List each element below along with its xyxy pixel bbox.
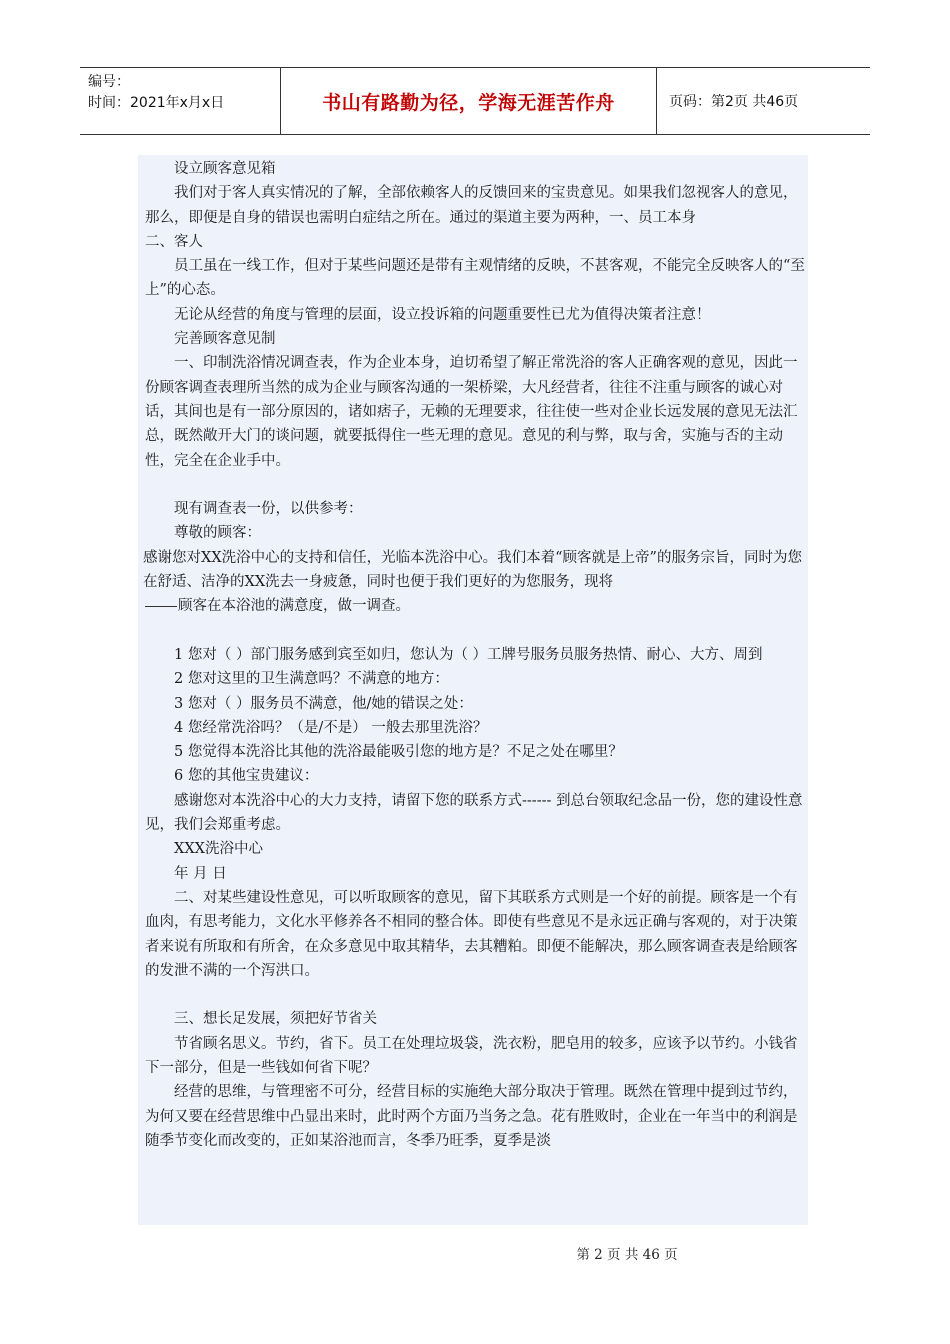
paragraph: 节省顾名思义。节约，省下。员工在处理垃圾袋，洗衣粉，肥皂用的较多，应该予以节约。小钱省下一部分，但是一些钱如何省下呢？ xyxy=(145,1035,798,1076)
blank-line xyxy=(145,983,805,1007)
paragraph: 经营的思维，与管理密不可分，经营目标的实施绝大部分取决于管理。既然在管理中提到过节约，为何又要在经营思维中凸显出来时，此时两个方面乃当务之急。花有胜败时，企业在一年当中的利润是随季节变化而改变的，正如某浴池而言，冬季乃旺季，夏季是淡 xyxy=(145,1084,798,1149)
page-footer xyxy=(0,1243,950,1263)
paragraph: 我们对于客人真实情况的了解，全部依赖客人的反馈回来的宝贵意见。如果我们忽视客人的意见，那么，即便是自身的错误也需明白症结之所在。通过的渠道主要为两种，一、员工本身 xyxy=(145,185,798,226)
paragraph: 二、对某些建设性意见，可以听取顾客的意见，留下其联系方式则是一个好的前提。顾客是一个有血肉，有思考能力，文化水平修养各不相同的整合体。即使有些意见不是永远正确与客观的，对于决策者来说有所取和有所舍，在众多意见中取其精华，去其糟粕。即便不能解决，那么顾客调查表是给顾客的发泄不满的一个泻洪口。 xyxy=(145,889,798,979)
survey-question: 2 您对这里的卫生满意吗？不满意的地方： xyxy=(174,671,449,688)
date-line: 年 月 日 xyxy=(174,865,227,882)
paragraph: 设立顾客意见箱 xyxy=(174,161,276,177)
paragraph: 感谢您对本洗浴中心的大力支持，请留下您的联系方式------ 到总台领取纪念品一份，您的建设性意见，我们会郑重考虑。 xyxy=(145,792,803,834)
underline-blank xyxy=(145,605,177,607)
document-body xyxy=(145,157,805,1153)
signature: XXX洗浴中心 xyxy=(174,841,263,858)
header-meta xyxy=(80,68,281,134)
blank-line xyxy=(145,473,805,497)
paragraph xyxy=(145,594,805,618)
paragraph: 现有调查表一份，以供参考： xyxy=(174,501,363,518)
footer-page-number: 第 2 页 共 46 页 xyxy=(576,1247,678,1263)
paragraph: 感谢您对XX洗浴中心的支持和信任，光临本洗浴中心。我们本着“顾客就是上帝”的服务宗旨，同时为您在舒适、洁净的XX洗去一身疲惫，同时也便于我们更好的为您服务，现将 xyxy=(143,549,802,591)
paragraph-text: 顾客在本浴池的满意度，做一调查。 xyxy=(178,598,410,615)
paragraph: 完善顾客意见制 xyxy=(174,331,276,348)
paragraph: 无论从经营的角度与管理的层面，设立投诉箱的问题重要性已尤为值得决策者注意！ xyxy=(174,306,711,323)
page-header xyxy=(80,67,870,135)
paragraph: 一、印制洗浴情况调查表，作为企业本身，迫切希望了解正常洗浴的客人正确客观的意见，因此一份顾客调查表理所当然的成为企业与顾客沟通的一架桥梁，大凡经营者，往往不注重与顾客的诚心对话，其间也是有一部分原因的，诸如痞子，无赖的无理要求，往往使一些对企业长远发展的意见无法汇总，既然敞开大门的谈问题，就要抵得住一些无理的意见。意见的利与弊，取与舍，实施与否的主动性，完全在企业手中。 xyxy=(145,355,798,469)
header-page-info: 页码：第2页 共46页 xyxy=(669,94,799,110)
survey-question: 4 您经常洗浴吗？（是/不是） 一般去那里洗浴？ xyxy=(174,719,488,736)
survey-question: 1 您对（ ）部门服务感到宾至如归，您认为（ ）工牌号服务员服务热情、耐心、大方、周到 xyxy=(174,646,763,663)
paragraph: 员工虽在一线工作，但对于某些问题还是带有主观情绪的反映，不甚客观，不能完全反映客人的“至上”的心态。 xyxy=(145,258,805,299)
doc-number: 编号： xyxy=(88,74,130,90)
paragraph: 尊敬的顾客： xyxy=(174,525,261,542)
survey-question: 6 您的其他宝贵建议： xyxy=(174,768,319,785)
header-motto: 书山有路勤为径，学海无涯苦作舟 xyxy=(281,68,657,134)
survey-question: 5 您觉得本洗浴比其他的洗浴最能吸引您的地方是？不足之处在哪里？ xyxy=(174,744,623,761)
section-heading: 三、想长足发展，须把好节省关 xyxy=(174,1011,377,1028)
doc-date: 时间：2021年x月x日 xyxy=(88,95,225,111)
paragraph: 二、客人 xyxy=(145,233,203,250)
survey-question: 3 您对（ ）服务员不满意，他/她的错误之处： xyxy=(174,695,473,712)
blank-line xyxy=(145,619,805,643)
